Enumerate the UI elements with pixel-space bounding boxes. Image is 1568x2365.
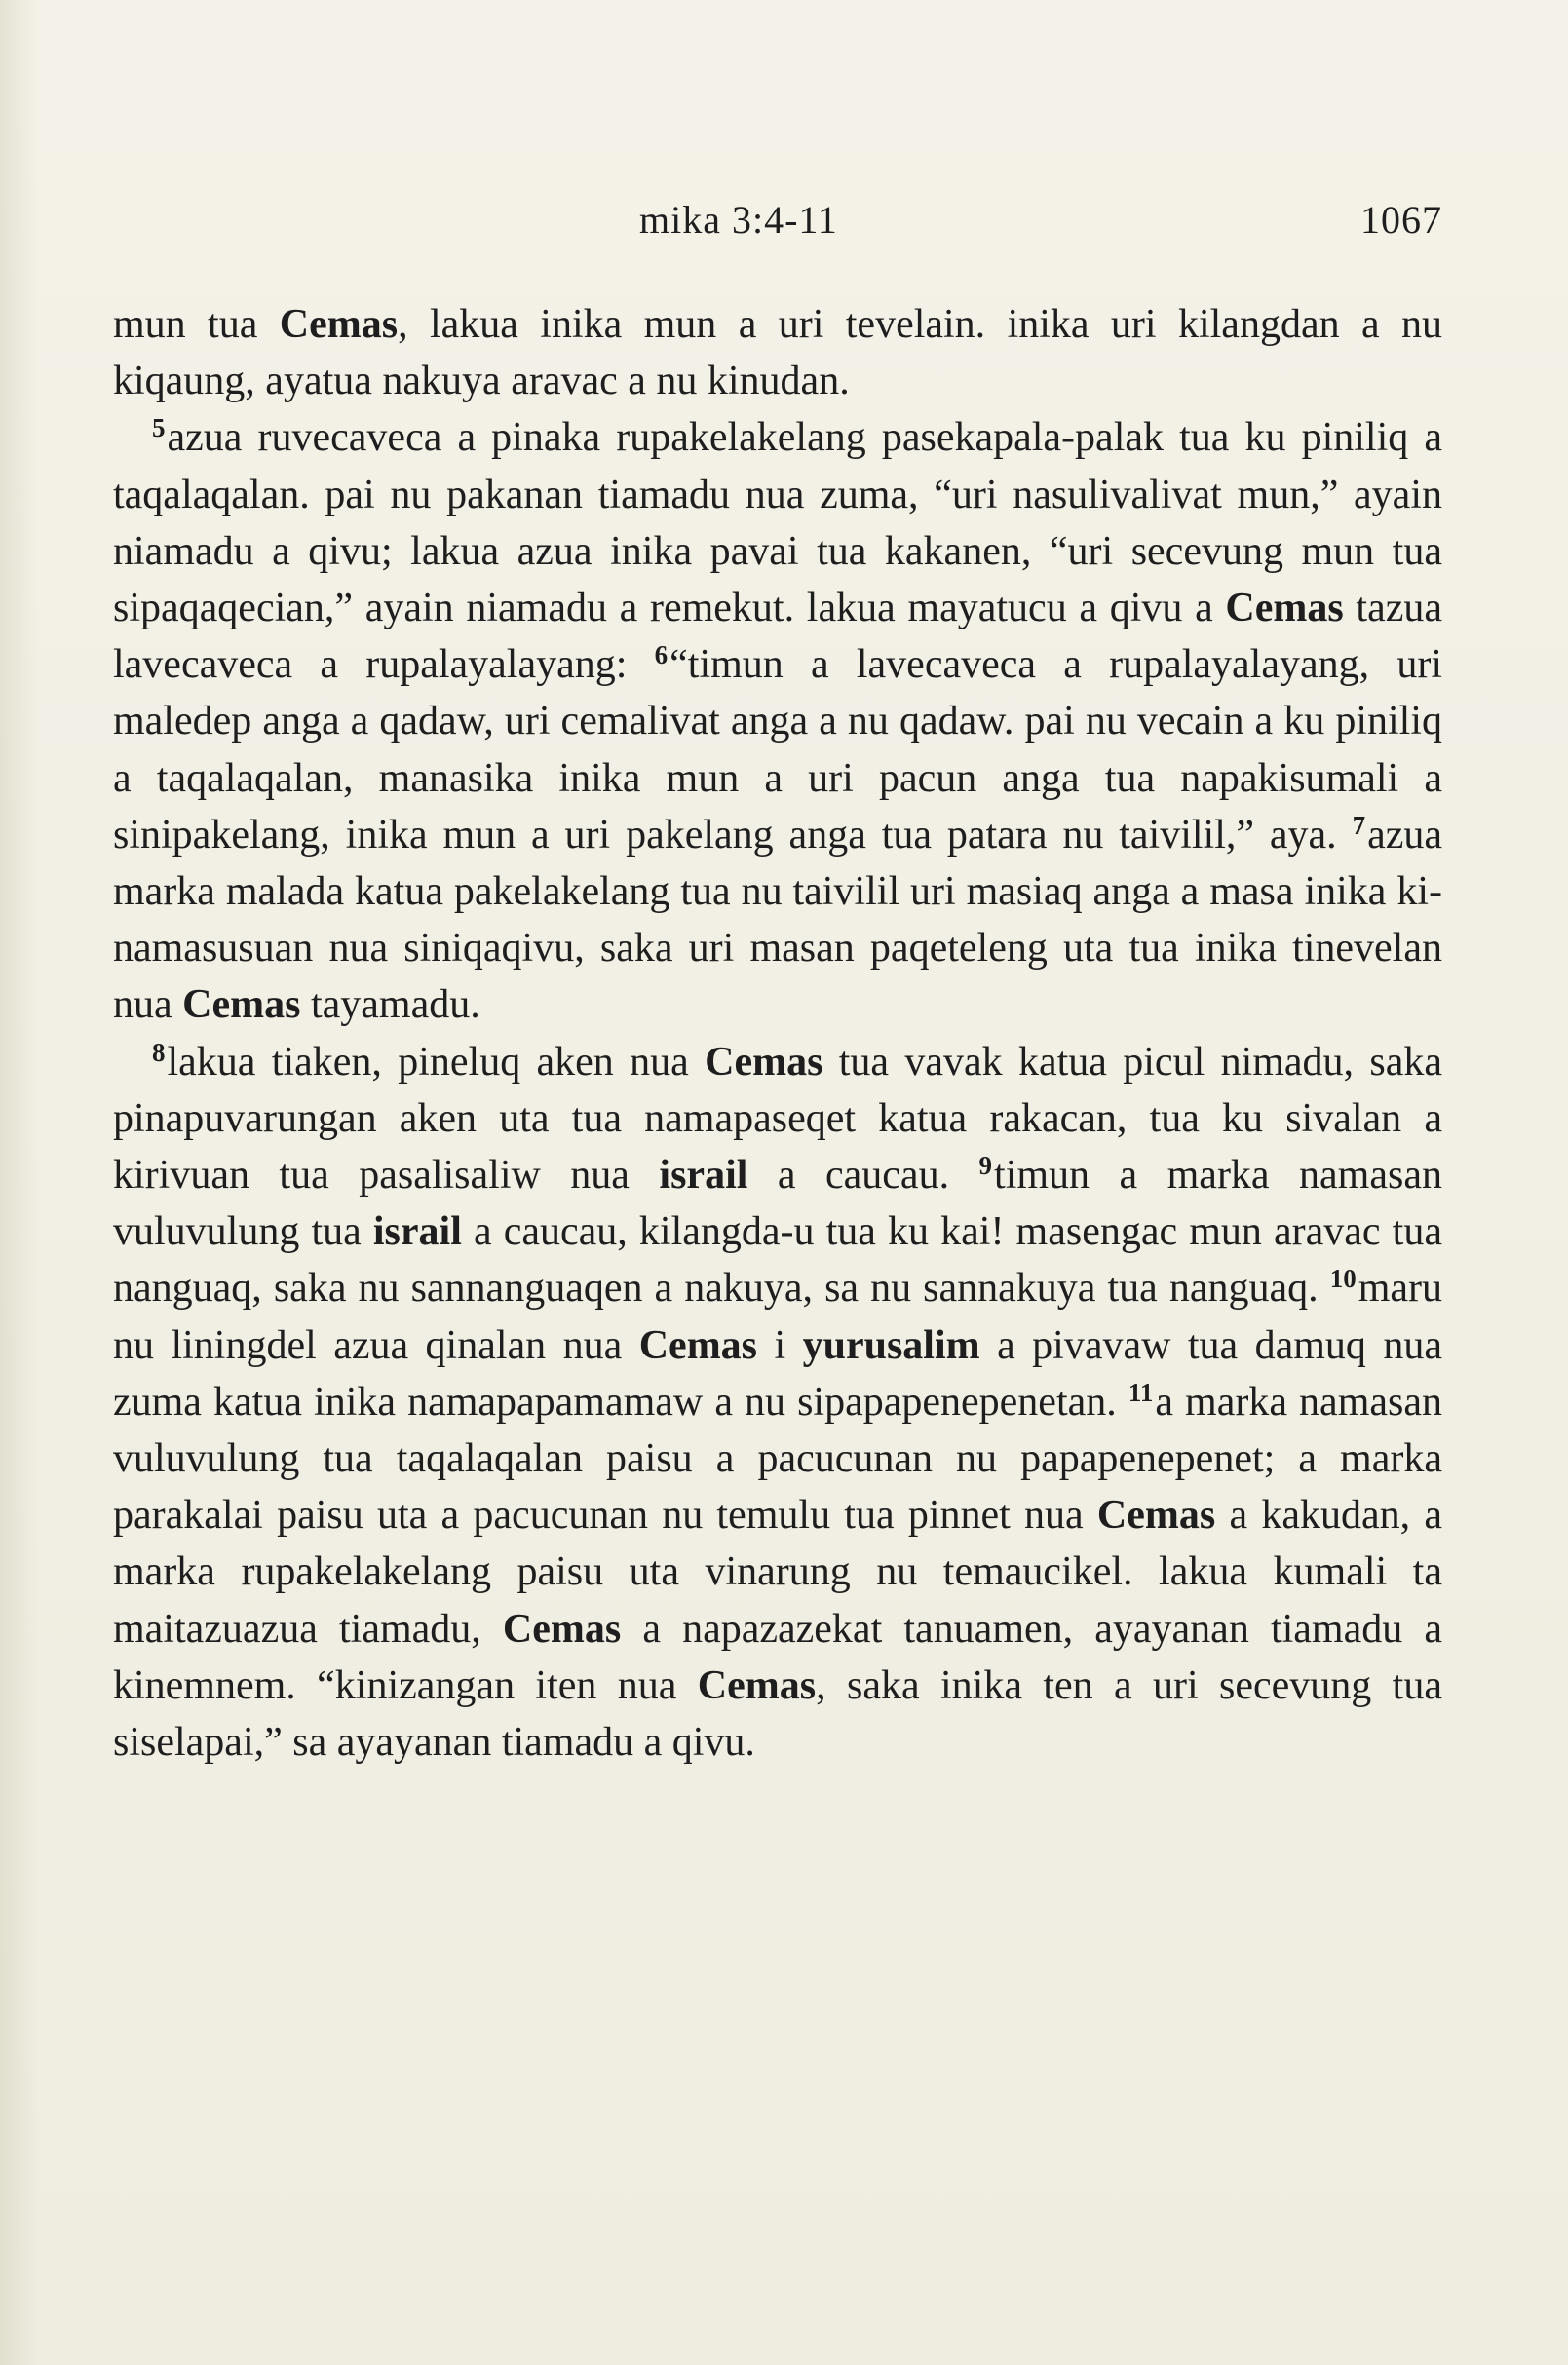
paragraph-1 <box>113 296 1442 409</box>
text-run: azua marka malada katua pakelakelang tua nu taivilil uri masiaq anga a masa inika ki-namasusuan nua siniqaqivu, saka uri masan paqeteleng uta tua inika tinevelan nua <box>113 812 1442 1028</box>
text-run: “timun a lavecaveca a rupalayalayang, uri maledep anga a qadaw, uri cemalivat anga a nu qadaw. pai nu vecain a ku piniliq a taqalaqalan, manasika inika mun a uri pacun anga tua napakisumali a sinipakelang, inika mun a uri pakelang anga tua patara nu taivilil,” aya. <box>113 642 1442 858</box>
page-number: 1067 <box>1360 198 1442 242</box>
text-run: timun a marka namasan vuluvulung tua <box>113 1153 1442 1255</box>
text-run: a napazazekat tanuamen, ayayanan tiamadu a kinemnem. “kinizangan iten nua <box>113 1606 1442 1708</box>
text-run: a marka namasan vuluvulung tua taqalaqalan paisu a pacucunan nu papapenepenet; a marka parakalai paisu uta a pacucunan nu temulu tua pinnet nua <box>113 1379 1442 1539</box>
text-run: mun tua <box>113 302 280 347</box>
text-run: , lakua inika mun a uri tevelain. inika uri kilangdan a nu kiqaung, ayatua nakuya aravac a nu kinudan. <box>113 302 1442 404</box>
text-run: a kakudan, a marka rupakelakelang paisu uta vinarung nu temaucikel. lakua kumali ta maitazuazua tiamadu, <box>113 1493 1442 1652</box>
text-run: a caucau. <box>747 1153 979 1199</box>
text-run: lakua tiaken, pineluq aken nua <box>167 1039 706 1085</box>
verse-number: 7 <box>1352 810 1366 840</box>
bold-name: Cemas <box>638 1322 758 1368</box>
scripture-text <box>113 296 1442 1771</box>
running-header <box>113 197 1442 255</box>
verse-number: 9 <box>978 1151 993 1181</box>
bold-name: Cemas <box>502 1606 622 1652</box>
text-run: , saka inika ten a uri secevung tua siselapai,” sa ayayanan tiamadu a qivu. <box>113 1662 1442 1766</box>
text-run: tua vavak katua picul nimadu, saka pinapuvarungan aken uta tua namapaseqet katua rakacan, tua ku sivalan a kirivuan tua pasalisaliw nua <box>113 1039 1442 1199</box>
text-run: i <box>757 1322 803 1368</box>
paragraph-2 <box>113 409 1442 1033</box>
bold-name: Cemas <box>697 1662 817 1708</box>
verse-number: 5 <box>152 413 166 443</box>
bold-name: Cemas <box>1225 586 1344 631</box>
verse-number: 11 <box>1128 1377 1154 1407</box>
text-run: maru nu liningdel azua qinalan nua <box>113 1266 1442 1368</box>
bold-name: Cemas <box>279 302 399 347</box>
bold-name: Cemas <box>705 1039 823 1085</box>
bold-name: Cemas <box>1096 1493 1216 1539</box>
bold-name: israil <box>659 1153 748 1199</box>
text-run: tazua lavecaveca a rupalayalayang: <box>113 586 1442 688</box>
running-title: mika 3:4-11 <box>639 198 838 242</box>
text-run: tayamadu. <box>300 982 480 1028</box>
verse-number: 6 <box>654 640 669 670</box>
bold-name: israil <box>372 1209 462 1255</box>
text-run: azua ruvecaveca a pinaka rupakelakelang pasekapala-palak tua ku piniliq a taqalaqalan. pai nu pakanan tiamadu nua zuma, “uri nasulivalivat mun,” ayain niamadu a qivu; lakua azua inika pavai tua kakanen, “uri secevung mun tua sipaqaqecian,” ayain niamadu a remekut. lakua mayatucu a qivu a <box>113 415 1442 631</box>
text-run: a caucau, kilangda-u tua ku kai! masengac mun aravac tua nanguaq, saka nu sannanguaqen a nakuya, sa nu sannakuya tua nanguaq. <box>113 1209 1442 1312</box>
paragraph-3 <box>113 1034 1442 1772</box>
verse-number: 10 <box>1329 1264 1357 1294</box>
bold-name: Cemas <box>182 982 301 1028</box>
verse-number: 8 <box>152 1037 166 1067</box>
text-run: a pivavaw tua damuq nua zuma katua inika namapapamamaw a nu sipapapenepenetan. <box>113 1322 1443 1425</box>
bold-name: yurusalim <box>802 1322 980 1368</box>
